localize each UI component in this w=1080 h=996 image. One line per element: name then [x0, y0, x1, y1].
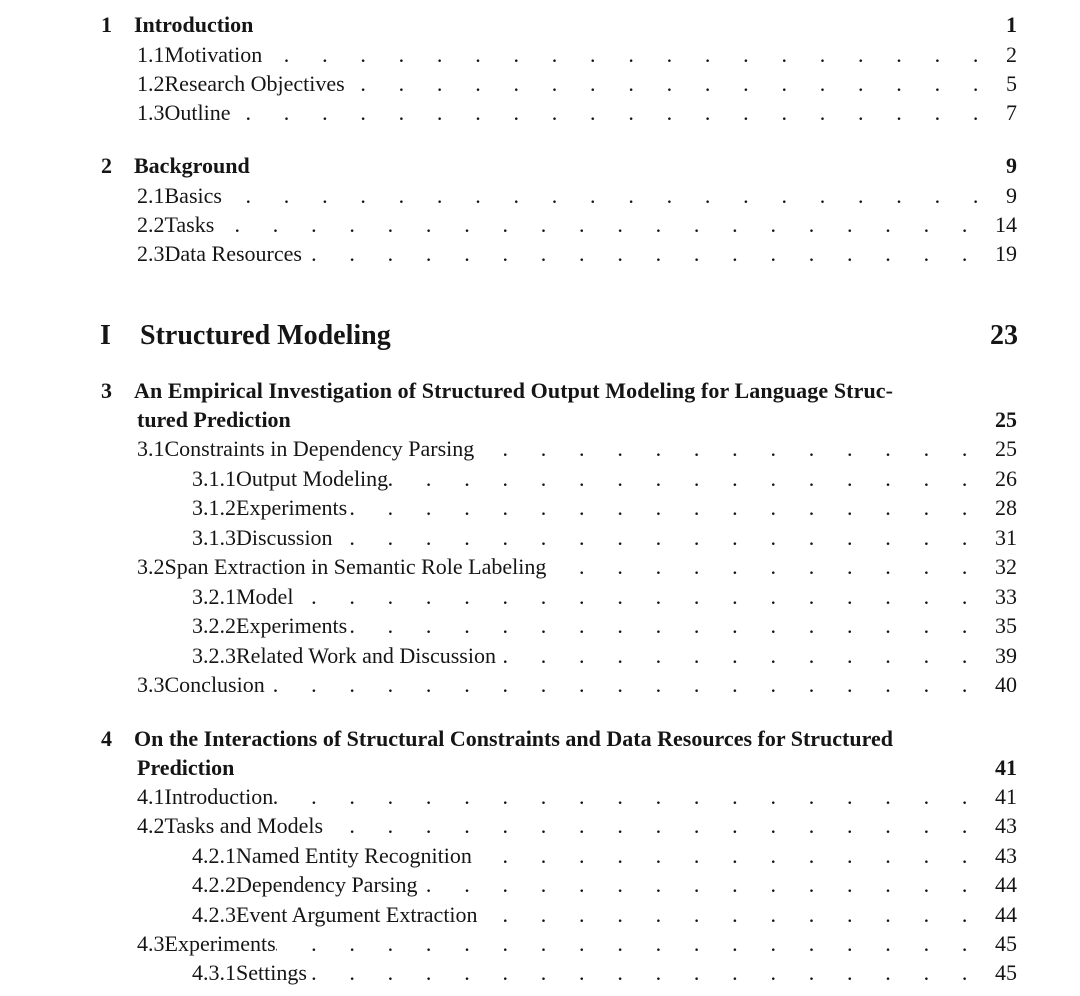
- toc-title: An Empirical Investigation of Structured Output Modeling for Language Struc-: [134, 378, 894, 403]
- toc-number: 4.2.2: [192, 872, 236, 897]
- toc-title-continued: tured Prediction: [137, 407, 291, 432]
- toc-title: Span Extraction in Semantic Role Labeling: [164, 554, 547, 579]
- toc-chapter-3-line1[interactable]: [101, 380, 1017, 402]
- toc-page: 44: [995, 872, 1017, 897]
- toc-leader-dots: [222, 185, 1006, 207]
- toc-page: 25: [995, 407, 1017, 432]
- toc-subsection-3-1-2[interactable]: [192, 497, 1017, 519]
- toc-title: Introduction: [134, 12, 254, 37]
- toc-section-2-3[interactable]: [137, 243, 1017, 265]
- toc-page: 43: [995, 843, 1017, 868]
- toc-number: 3.2.2: [192, 613, 236, 638]
- toc-title-continued: Prediction: [137, 755, 235, 780]
- toc-page: 9: [1006, 153, 1017, 178]
- toc-number: 4.1: [137, 784, 165, 809]
- toc-leader-dots: [307, 962, 995, 984]
- toc-section-4-2[interactable]: [137, 815, 1017, 837]
- toc-section-1-2[interactable]: [137, 73, 1017, 95]
- toc-number: 2: [101, 153, 112, 178]
- toc-subsection-3-2-1[interactable]: [192, 586, 1017, 608]
- toc-leader-dots: [293, 586, 995, 608]
- toc-leader-dots: [472, 845, 995, 867]
- toc-page: 23: [990, 320, 1018, 351]
- toc-title: Constraints in Dependency Parsing: [164, 436, 475, 461]
- toc-leader-dots: [546, 556, 995, 578]
- toc-page: 28: [995, 495, 1017, 520]
- toc-title: Discussion: [236, 525, 333, 550]
- toc-number: 3.2.3: [192, 643, 236, 668]
- toc-subsection-3-2-2[interactable]: [192, 615, 1017, 637]
- toc-title: Research Objectives: [164, 71, 345, 96]
- toc-number: 3.2: [137, 554, 165, 579]
- toc-title: Motivation: [164, 42, 263, 67]
- toc-number: 2.1: [137, 183, 165, 208]
- toc-chapter-4-line2[interactable]: [137, 757, 1017, 779]
- toc-title: Experiments: [164, 931, 276, 956]
- toc-section-2-1[interactable]: [137, 185, 1017, 207]
- toc-leader-dots: [262, 44, 1006, 66]
- toc-leader-dots: [273, 786, 995, 808]
- toc-title: Data Resources: [164, 241, 302, 266]
- toc-leader-dots: [496, 645, 995, 667]
- toc-section-3-2[interactable]: [137, 556, 1017, 578]
- toc-leader-dots: [302, 243, 995, 265]
- toc-title: Basics: [164, 183, 222, 208]
- toc-number: 1.1: [137, 42, 165, 67]
- toc-section-3-3[interactable]: [137, 674, 1017, 696]
- toc-page: 35: [995, 613, 1017, 638]
- toc-title: Background: [134, 153, 250, 178]
- toc-page: 9: [1006, 183, 1017, 208]
- toc-title: Tasks and Models: [164, 813, 324, 838]
- toc-number: 3.1.1: [192, 466, 236, 491]
- toc-number: 3.3: [137, 672, 165, 697]
- toc-subsection-3-1-3[interactable]: [192, 527, 1017, 549]
- toc-number: 3.1.2: [192, 495, 236, 520]
- toc-page: 31: [995, 525, 1017, 550]
- toc-number: 3: [101, 378, 112, 403]
- toc-part-i[interactable]: [100, 322, 1018, 350]
- toc-page: 40: [995, 672, 1017, 697]
- toc-page: 41: [995, 784, 1017, 809]
- toc-number: 4.2: [137, 813, 165, 838]
- toc-number: 1: [101, 12, 112, 37]
- toc-title: On the Interactions of Structural Constraints and Data Resources for Structured: [134, 726, 893, 751]
- toc-title: Structured Modeling: [140, 320, 391, 351]
- toc-subsection-4-2-1[interactable]: [192, 845, 1017, 867]
- toc-title: Experiments: [236, 495, 348, 520]
- toc-leader-dots: [231, 102, 1007, 124]
- toc-chapter-4-line1[interactable]: [101, 728, 1017, 750]
- toc-page: 1: [1006, 12, 1017, 37]
- toc-number: 3.1.3: [192, 525, 236, 550]
- toc-leader-dots: [478, 904, 995, 926]
- toc-page: 2: [1006, 42, 1017, 67]
- toc-leader-dots: [276, 933, 995, 955]
- toc-page: 5: [1006, 71, 1017, 96]
- toc-leader-dots: [333, 527, 995, 549]
- toc-title: Named Entity Recognition: [236, 843, 472, 868]
- toc-subsection-3-1-1[interactable]: [192, 468, 1017, 490]
- toc-leader-dots: [323, 815, 995, 837]
- toc-chapter-2[interactable]: [101, 155, 1017, 177]
- toc-leader-dots: [474, 438, 995, 460]
- toc-page: 14: [995, 212, 1017, 237]
- toc-title: Conclusion: [164, 672, 265, 697]
- toc-title: Introduction: [164, 784, 274, 809]
- toc-number: 2.3: [137, 241, 165, 266]
- toc-number: 4.3: [137, 931, 165, 956]
- toc-page: 33: [995, 584, 1017, 609]
- toc-number: 4.2.1: [192, 843, 236, 868]
- toc-page: 19: [995, 241, 1017, 266]
- toc-section-4-1[interactable]: [137, 786, 1017, 808]
- toc-leader-dots: [417, 874, 995, 896]
- toc-number: 4: [101, 726, 112, 751]
- toc-title: Related Work and Discussion: [236, 643, 496, 668]
- toc-number: 1.2: [137, 71, 165, 96]
- toc-leader-dots: [347, 615, 995, 637]
- toc-page: 32: [995, 554, 1017, 579]
- toc-section-1-1[interactable]: [137, 44, 1017, 66]
- toc-chapter-1[interactable]: [101, 14, 1017, 36]
- toc-subsection-4-3-1[interactable]: [192, 962, 1017, 984]
- toc-section-4-3[interactable]: [137, 933, 1017, 955]
- toc-leader-dots: [214, 214, 995, 236]
- toc-number: 4.3.1: [192, 960, 236, 985]
- toc-subsection-3-2-3[interactable]: [192, 645, 1017, 667]
- toc-title: Output Modeling: [236, 466, 389, 491]
- toc-number: 4.2.3: [192, 902, 236, 927]
- toc-page: 44: [995, 902, 1017, 927]
- toc-number: 2.2: [137, 212, 165, 237]
- toc-page: 7: [1006, 100, 1017, 125]
- toc-number: 3.1: [137, 436, 165, 461]
- toc-chapter-3-line2[interactable]: [137, 409, 1017, 431]
- toc-leader-dots: [345, 73, 1006, 95]
- toc-title: Settings: [236, 960, 307, 985]
- toc-page: 39: [995, 643, 1017, 668]
- toc-page: 25: [995, 436, 1017, 461]
- toc-leader-dots: [388, 468, 995, 490]
- toc-leader-dots: [347, 497, 995, 519]
- toc-leader-dots: [265, 674, 995, 696]
- toc-section-2-2[interactable]: [137, 214, 1017, 236]
- toc-number: 3.2.1: [192, 584, 236, 609]
- toc-title: Event Argument Extraction: [236, 902, 478, 927]
- toc-number: 1.3: [137, 100, 165, 125]
- toc-subsection-4-2-2[interactable]: [192, 874, 1017, 896]
- toc-title: Dependency Parsing: [236, 872, 418, 897]
- toc-title: Model: [236, 584, 294, 609]
- toc-page: 45: [995, 931, 1017, 956]
- toc-section-3-1[interactable]: [137, 438, 1017, 460]
- toc-page: 41: [995, 755, 1017, 780]
- toc-number: I: [100, 320, 111, 351]
- toc-page: 43: [995, 813, 1017, 838]
- toc-section-1-3[interactable]: [137, 102, 1017, 124]
- toc-subsection-4-2-3[interactable]: [192, 904, 1017, 926]
- toc-page: 26: [995, 466, 1017, 491]
- toc-title: Tasks: [164, 212, 215, 237]
- toc-title: Experiments: [236, 613, 348, 638]
- toc-title: Outline: [164, 100, 231, 125]
- toc-page: 45: [995, 960, 1017, 985]
